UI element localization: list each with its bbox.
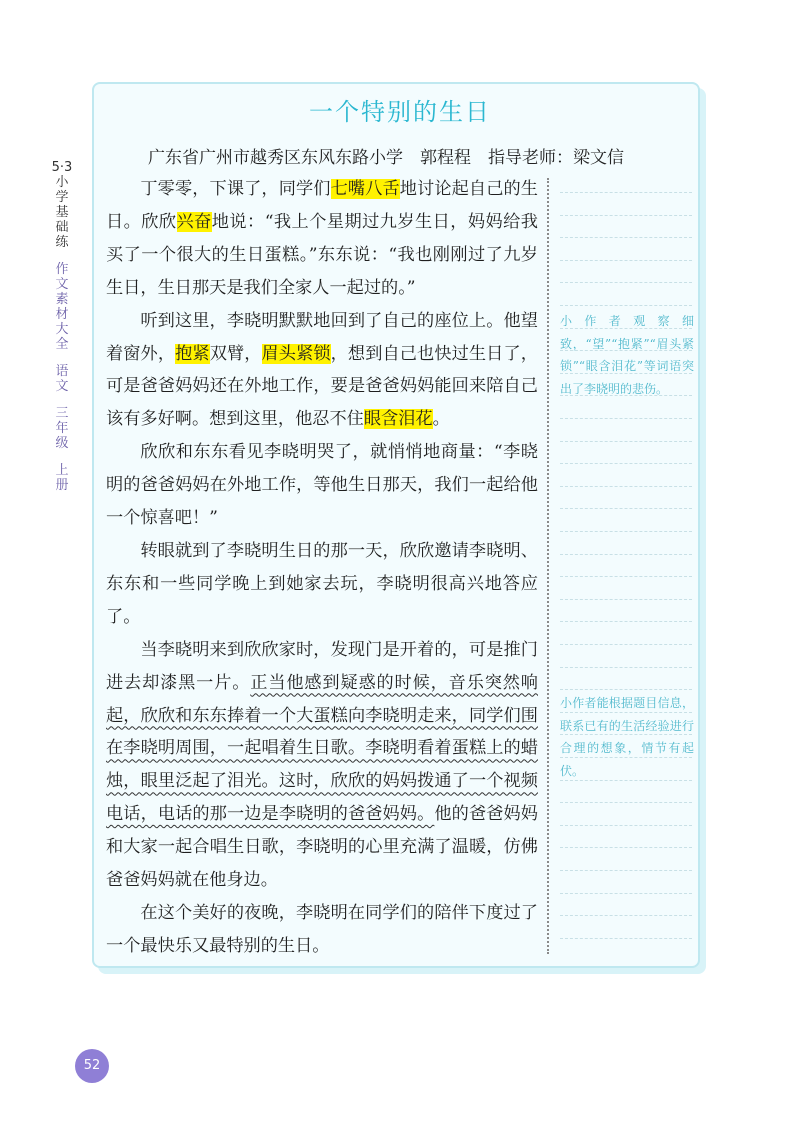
ruled-line bbox=[560, 847, 692, 848]
book-name: 作文素材大全 bbox=[55, 262, 69, 352]
ruled-line bbox=[560, 215, 692, 216]
ruled-line bbox=[560, 237, 692, 238]
paragraph-5 bbox=[106, 634, 538, 897]
ruled-line bbox=[560, 621, 692, 622]
ruled-line bbox=[560, 260, 692, 261]
margin-note-2: 小作者能根据题目信息，联系已有的生活经验进行合理的想象，情节有起伏。 bbox=[560, 696, 694, 778]
highlight-xingfen: 兴奋 bbox=[176, 211, 212, 232]
book-series-label bbox=[50, 160, 74, 493]
paragraph-1 bbox=[106, 173, 538, 305]
p2-text-a: 听到这里，李晓明默默地回到了自己的座位上。他望着窗外， bbox=[106, 310, 538, 364]
ruled-line bbox=[560, 915, 692, 916]
ruled-line bbox=[560, 802, 692, 803]
paragraph-6: 在这个美好的夜晚，李晓明在同学们的陪伴下度过了一个最快乐又最特别的生日。 bbox=[106, 902, 538, 956]
ruled-line bbox=[560, 667, 692, 668]
ruled-line bbox=[560, 870, 692, 871]
volume-name: 上册 bbox=[55, 463, 69, 493]
paragraph-2 bbox=[106, 305, 538, 437]
wavy-underlined-passage: 正当他感到疑惑的时候，音乐突然响起，欣欣和东东捧着一个大蛋糕向李晓明走来，同学们围在李晓明周围，一起唱着生日歌。李晓明看着蛋糕上的蜡烛，眼里泛起了泪光。这时，欣欣的妈妈拨通了一个视频电话，电话的那一边是李晓明的爸爸妈妈。 bbox=[106, 672, 538, 825]
ruled-line bbox=[560, 282, 692, 283]
p5-text-b: 他的爸爸妈妈和大家一起合唱生日歌，李晓明的心里充满了温暖，仿佛爸爸妈妈就在他身边。 bbox=[106, 804, 538, 891]
ruled-line bbox=[560, 192, 692, 193]
ruled-line bbox=[560, 463, 692, 464]
highlight-baojin: 抱紧 bbox=[175, 343, 210, 364]
ruled-line bbox=[560, 441, 692, 442]
ruled-line bbox=[560, 305, 692, 306]
p2-text-c: ，想到自己也快过生日了，可是爸爸妈妈还在外地工作，要是爸爸妈妈能回来陪自己该有多好啊。想到这里，他忍不住 bbox=[106, 343, 538, 430]
paragraph-3: 欣欣和东东看见李晓明哭了，就悄悄地商量：“李晓明的爸爸妈妈在外地工作，等他生日那天，我们一起给他一个惊喜吧！” bbox=[106, 442, 538, 529]
highlight-qizuibashe: 七嘴八舌 bbox=[330, 179, 400, 199]
grade-name: 三年级 bbox=[55, 406, 69, 451]
p1-text-c: 地说：“我上个星期过九岁生日，妈妈给我买了一个很大的生日蛋糕。”东东说：“我也刚刚过了九岁生日，生日那天是我们全家人一起过的。” bbox=[106, 211, 538, 298]
ruled-line bbox=[560, 689, 692, 690]
note-ruled-lines bbox=[560, 170, 692, 960]
ruled-line bbox=[560, 938, 692, 939]
ruled-line bbox=[560, 486, 692, 487]
paragraph-4: 转眼就到了李晓明生日的那一天，欣欣邀请李晓明、东东和一些同学晚上到她家去玩，李晓明很高兴地答应了。 bbox=[106, 540, 538, 627]
subject-name: 语文 bbox=[55, 364, 69, 394]
ruled-line bbox=[560, 825, 692, 826]
column-divider bbox=[547, 178, 549, 954]
ruled-line bbox=[560, 418, 692, 419]
ruled-line bbox=[560, 644, 692, 645]
highlight-meitoujinsuo: 眉头紧锁 bbox=[261, 343, 331, 364]
p2-text-d: 。 bbox=[432, 409, 450, 430]
p2-text-b: 双臂， bbox=[209, 343, 262, 364]
margin-note-1: 小作者观察细致，“望”“抱紧”“眉头紧锁”“眼含泪花”等词语突出了李晓明的悲伤。 bbox=[560, 314, 694, 396]
essay-title: 一个特别的生日 bbox=[309, 98, 491, 126]
p5-text-a: 当李晓明来到欣欣家时，发现门是开着的，可是推门进去却漆黑一片。 bbox=[106, 639, 538, 693]
ruled-line bbox=[560, 893, 692, 894]
author-line: 广东省广州市越秀区东风东路小学 郭程程 指导老师：梁文信 bbox=[148, 148, 624, 168]
p1-text-b: 地讨论起自己的生日。欣欣 bbox=[106, 179, 538, 232]
ruled-line bbox=[560, 554, 692, 555]
p1-text-a: 丁零零，下课了，同学们 bbox=[140, 179, 331, 199]
page-number-badge: 52 bbox=[75, 1049, 109, 1083]
ruled-line bbox=[560, 576, 692, 577]
series-name: 5·3小学基础练 bbox=[51, 160, 73, 250]
essay-body bbox=[106, 173, 538, 963]
ruled-line bbox=[560, 508, 692, 509]
highlight-yanhanleihua: 眼含泪花 bbox=[363, 409, 433, 430]
ruled-line bbox=[560, 599, 692, 600]
ruled-line bbox=[560, 531, 692, 532]
